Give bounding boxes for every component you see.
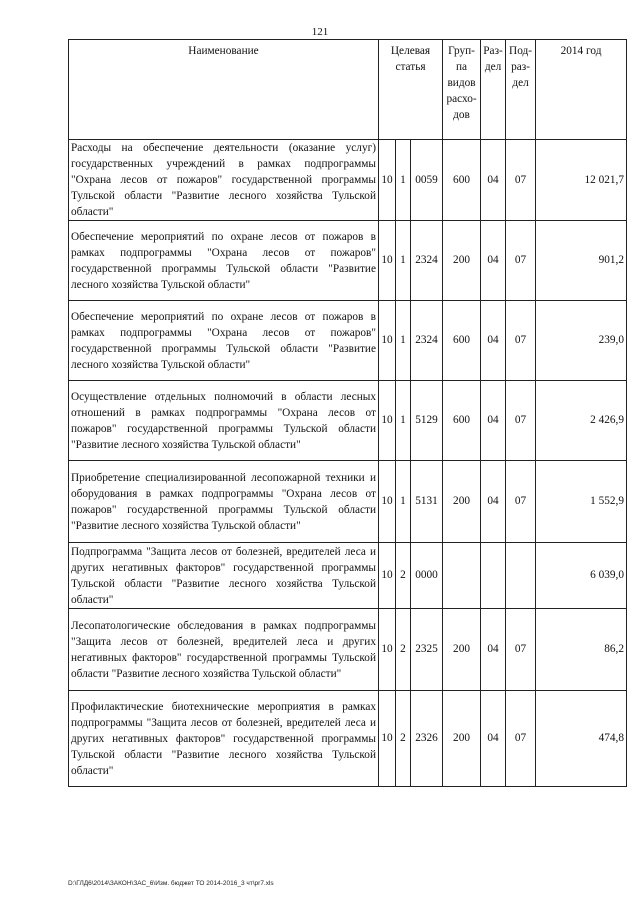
- table-row: [69, 543, 627, 609]
- table-row: [69, 461, 627, 543]
- target-code-subprogram: 1: [396, 461, 411, 543]
- target-code-program: 10: [379, 609, 396, 691]
- target-code-direction: 2324: [411, 301, 443, 381]
- target-code-subprogram: 2: [396, 609, 411, 691]
- section: 04: [481, 381, 506, 461]
- row-name: Профилактические биотехнические мероприятия в рамках подпрограммы "Защита лесов от болезней, вредителей леса и других негативных факторов" государственной программы Тульской области "Развитие лесного хозяйства Тульской области": [69, 691, 379, 787]
- column-header-target: Целевая статья: [379, 40, 443, 140]
- column-header-year: 2014 год: [536, 40, 627, 140]
- target-code-direction: 0000: [411, 543, 443, 609]
- amount-2014: 1 552,9: [536, 461, 627, 543]
- expense-group: 600: [443, 381, 481, 461]
- section: 04: [481, 221, 506, 301]
- column-header-section: Раз-дел: [481, 40, 506, 140]
- row-name: Подпрограмма "Защита лесов от болезней, вредителей леса и других негативных факторов" государственной программы Тульской области "Развитие лесного хозяйства Тульской области": [69, 543, 379, 609]
- target-code-subprogram: 2: [396, 691, 411, 787]
- target-code-direction: 5131: [411, 461, 443, 543]
- column-header-name: Наименование: [69, 40, 379, 140]
- amount-2014: 2 426,9: [536, 381, 627, 461]
- amount-2014: 6 039,0: [536, 543, 627, 609]
- target-code-direction: 2326: [411, 691, 443, 787]
- subsection: 07: [506, 691, 536, 787]
- row-name: Расходы на обеспечение деятельности (оказание услуг) государственных учреждений в рамках подпрограммы "Охрана лесов от пожаров" государственной программы Тульской области "Развитие лесного хозяйства Тульской области": [69, 140, 379, 221]
- table-row: [69, 609, 627, 691]
- budget-table: [68, 39, 627, 787]
- section: [481, 543, 506, 609]
- target-code-subprogram: 1: [396, 221, 411, 301]
- target-code-subprogram: 1: [396, 301, 411, 381]
- row-name: Осуществление отдельных полномочий в области лесных отношений в рамках подпрограммы "Охрана лесов от пожаров" государственной программы Тульской области "Развитие лесного хозяйства Тульской области": [69, 381, 379, 461]
- target-code-program: 10: [379, 301, 396, 381]
- section: 04: [481, 140, 506, 221]
- subsection: [506, 543, 536, 609]
- target-code-program: 10: [379, 691, 396, 787]
- target-code-subprogram: 1: [396, 140, 411, 221]
- amount-2014: 901,2: [536, 221, 627, 301]
- section: 04: [481, 301, 506, 381]
- amount-2014: 86,2: [536, 609, 627, 691]
- subsection: 07: [506, 301, 536, 381]
- subsection: 07: [506, 381, 536, 461]
- row-name: Обеспечение мероприятий по охране лесов от пожаров в рамках подпрограммы "Охрана лесов от пожаров" государственной программы Тульской области "Развитие лесного хозяйства Тульской области": [69, 301, 379, 381]
- amount-2014: 474,8: [536, 691, 627, 787]
- expense-group: 200: [443, 461, 481, 543]
- section: 04: [481, 461, 506, 543]
- table-row: [69, 301, 627, 381]
- target-code-program: 10: [379, 140, 396, 221]
- expense-group: 600: [443, 140, 481, 221]
- expense-group: 200: [443, 609, 481, 691]
- subsection: 07: [506, 140, 536, 221]
- target-code-program: 10: [379, 381, 396, 461]
- table-row: [69, 381, 627, 461]
- row-name: Приобретение специализированной лесопожарной техники и оборудования в рамках подпрограммы "Охрана лесов от пожаров" государственной программы Тульской области "Развитие лесного хозяйства Тульской области": [69, 461, 379, 543]
- expense-group: 200: [443, 691, 481, 787]
- section: 04: [481, 691, 506, 787]
- target-code-program: 10: [379, 221, 396, 301]
- table-row: [69, 221, 627, 301]
- amount-2014: 239,0: [536, 301, 627, 381]
- table-row: [69, 691, 627, 787]
- page-number: 121: [311, 26, 329, 38]
- target-code-direction: 5129: [411, 381, 443, 461]
- row-name: Обеспечение мероприятий по охране лесов от пожаров в рамках подпрограммы "Охрана лесов от пожаров" государственной программы Тульской области "Развитие лесного хозяйства Тульской области": [69, 221, 379, 301]
- target-code-direction: 2325: [411, 609, 443, 691]
- expense-group: 200: [443, 221, 481, 301]
- target-code-direction: 0059: [411, 140, 443, 221]
- row-name: Лесопатологические обследования в рамках подпрограммы "Защита лесов от болезней, вредителей леса и других негативных факторов" государственной программы Тульской области "Развитие лесного хозяйства Тульской области": [69, 609, 379, 691]
- amount-2014: 12 021,7: [536, 140, 627, 221]
- subsection: 07: [506, 461, 536, 543]
- section: 04: [481, 609, 506, 691]
- target-code-subprogram: 1: [396, 381, 411, 461]
- expense-group: 600: [443, 301, 481, 381]
- table-header-row: [69, 40, 627, 140]
- subsection: 07: [506, 609, 536, 691]
- column-header-subsection: Под-раз-дел: [506, 40, 536, 140]
- target-code-subprogram: 2: [396, 543, 411, 609]
- expense-group: [443, 543, 481, 609]
- target-code-direction: 2324: [411, 221, 443, 301]
- table-row: [69, 140, 627, 221]
- subsection: 07: [506, 221, 536, 301]
- footer-file-path: D:\ГЛД6\2014\ЗАКОН\ЗАС_6\Изм. бюджет ТО 2014-2016_3 чт\pr7.xls: [68, 880, 274, 887]
- target-code-program: 10: [379, 543, 396, 609]
- column-header-expense-group: Груп-па видов расхо-дов: [443, 40, 481, 140]
- target-code-program: 10: [379, 461, 396, 543]
